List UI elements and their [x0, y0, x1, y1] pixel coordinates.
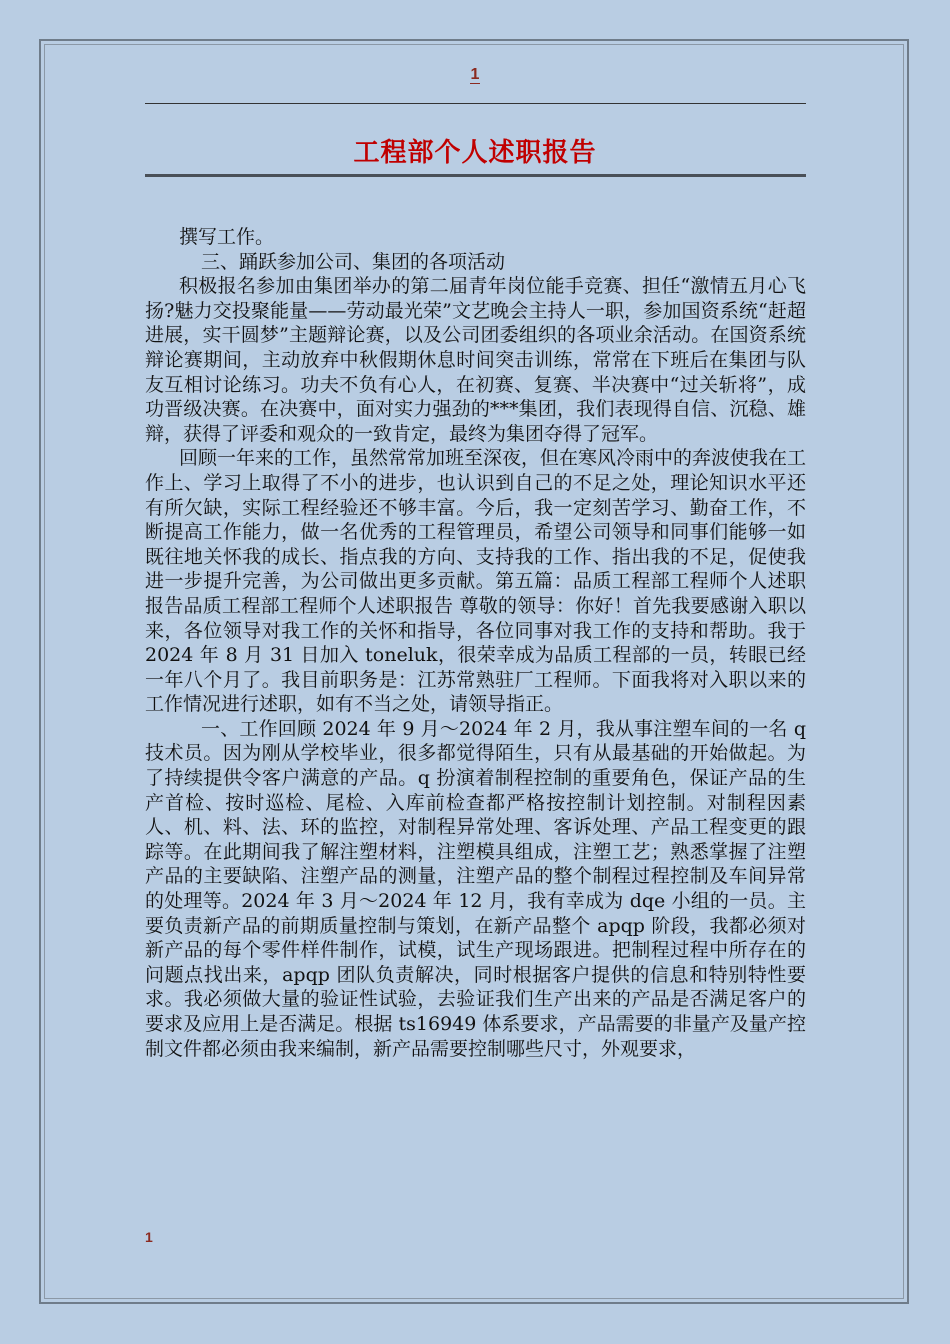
header-rule	[145, 103, 806, 104]
section-heading: 三、踊跃参加公司、集团的各项活动	[201, 250, 506, 273]
paragraph: 积极报名参加由集团举办的第二届青年岗位能手竞赛、担任“激情五月心飞扬?魅力交投聚能量——劳动最光荣”文艺晚会主持人一职，参加国资系统“赶超进展，实干圆梦”主题辩论赛，以及公司团委组织的各项业余活动。在国资系统辩论赛期间，主动放弃中秋假期休息时间突击训练，常常在下班后在集团与队友互相讨论练习。功夫不负有心人，在初赛、复赛、半决赛中“过关斩将”，成功晋级决赛。在决赛中，面对实力强劲的***集团，我们表现得自信、沉稳、雄辩，获得了评委和观众的一致肯定，最终为集团夺得了冠军。	[145, 275, 806, 445]
document-body	[145, 225, 806, 1061]
paragraph: 回顾一年来的工作，虽然常常加班至深夜，但在寒风冷雨中的奔波使我在工作上、学习上取得了不小的进步，也认识到自己的不足之处，理论知识水平还有所欠缺，实际工程经验还不够丰富。今后，我一定刻苦学习、勤奋工作，不断提高工作能力，做一名优秀的工程管理员，希望公司领导和同事们能够一如既往地关怀我的成长、指点我的方向、支持我的工作、指出我的不足，促使我进一步提升完善，为公司做出更多贡献。第五篇：品质工程部工程师个人述职报告品质工程部工程师个人述职报告 尊敬的领导：你好！首先我要感谢入职以来，各位领导对我工作的关怀和指导，各位同事对我工作的支持和帮助。我于 2024 年 8 月 31 日加入 toneluk，很荣幸成为品质工程部的一员，转眼已经一年八个月了。我目前职务是：江苏常熟驻厂工程师。下面我将对入职以来的工作情况进行述职，如有不当之处，请领导指正。	[145, 447, 807, 716]
title-rule	[145, 174, 806, 177]
footer-page-number: 1	[145, 1229, 153, 1245]
paragraph: 一、工作回顾 2024 年 9 月～2024 年 2 月，我从事注塑车间的一名 q 技术员。因为刚从学校毕业，很多都觉得陌生，只有从最基础的开始做起。为了持续提供令客户满意的产品。q 扮演着制程控制的重要角色，保证产品的生产首检、按时巡检、尾检、入库前检查都严格按控制计划控制。对制程因素人、机、料、法、环的监控，对制程异常处理、客诉处理、产品工程变更的跟踪等。在此期间我了解注塑材料，注塑模具组成，注塑工艺；熟悉掌握了注塑产品的主要缺陷、注塑产品的测量，注塑产品的整个制程过程控制及车间异常的处理等。2024 年 3 月～2024 年 12 月，我有幸成为 dqe 小组的一员。主要负责新产品的前期质量控制与策划，在新产品整个 apqp 阶段，我都必须对新产品的每个零件样件制作，试模，试生产现场跟进。把制程过程中所存在的问题点找出来，apqp 团队负责解决，同时根据客户提供的信息和特别特性要求。我必须做大量的验证性试验，去验证我们生产出来的产品是否满足客户的要求及应用上是否满足。根据 ts16949 体系要求，产品需要的非量产及量产控制文件都必须由我来编制，新产品需要控制哪些尺寸，外观要求，	[145, 717, 806, 1060]
header-page-number: 1	[470, 66, 480, 83]
paragraph: 撰写工作。	[179, 226, 275, 248]
document-title: 工程部个人述职报告	[353, 138, 597, 168]
